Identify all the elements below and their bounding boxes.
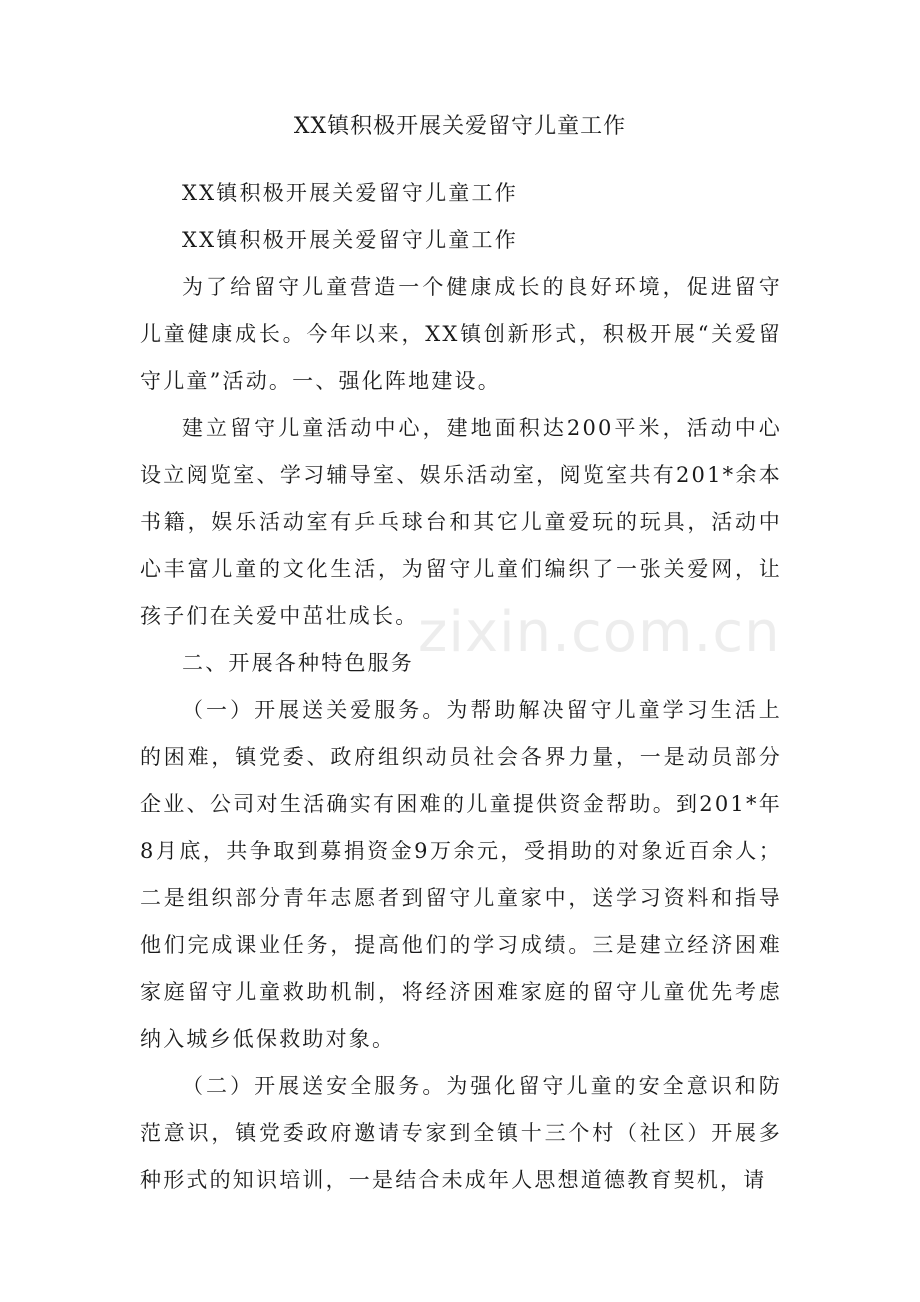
watermark-text: zixin.com.cn xyxy=(418,600,781,665)
paragraph-subtitle-1: XX镇积极开展关爱留守儿童工作 xyxy=(182,181,518,205)
document-title: XX镇积极开展关爱留守儿童工作 xyxy=(293,114,627,139)
paragraph-intro: 为了给留守儿童营造一个健康成长的良好环境，促进留守儿童健康成长。今年以来，XX镇创新形式，积极开展“关爱留守儿童”活动。一、强化阵地建设。 xyxy=(140,275,782,393)
document-body xyxy=(140,170,782,1204)
paragraph-subtitle-2: XX镇积极开展关爱留守儿童工作 xyxy=(182,228,518,252)
paragraph-section-heading: 二、开展各种特色服务 xyxy=(182,651,414,675)
paragraph-safety-service: （二）开展送安全服务。为强化留守儿童的安全意识和防范意识，镇党委政府邀请专家到全镇十三个村（社区）开展多种形式的知识培训，一是结合未成年人思想道德教育契机，请 xyxy=(140,1074,782,1192)
paragraph-care-service: （一）开展送关爱服务。为帮助解决留守儿童学习生活上的困难，镇党委、政府组织动员社会各界力量，一是动员部分企业、公司对生活确实有困难的儿童提供资金帮助。到201*年8月底，共争取到募捐资金9万余元，受捐助的对象近百余人；二是组织部分青年志愿者到留守儿童家中，送学习资料和指导他们完成课业任务，提高他们的学习成绩。三是建立经济困难家庭留守儿童救助机制，将经济困难家庭的留守儿童优先考虑纳入城乡低保救助对象。 xyxy=(140,698,782,1051)
paragraph-activity-center: 建立留守儿童活动中心，建地面积达200平米，活动中心设立阅览室、学习辅导室、娱乐活动室，阅览室共有201*余本书籍，娱乐活动室有乒乓球台和其它儿童爱玩的玩具，活动中心丰富儿童的文化生活，为留守儿童们编织了一张关爱网，让孩子们在关爱中茁壮成长。 xyxy=(140,416,782,628)
